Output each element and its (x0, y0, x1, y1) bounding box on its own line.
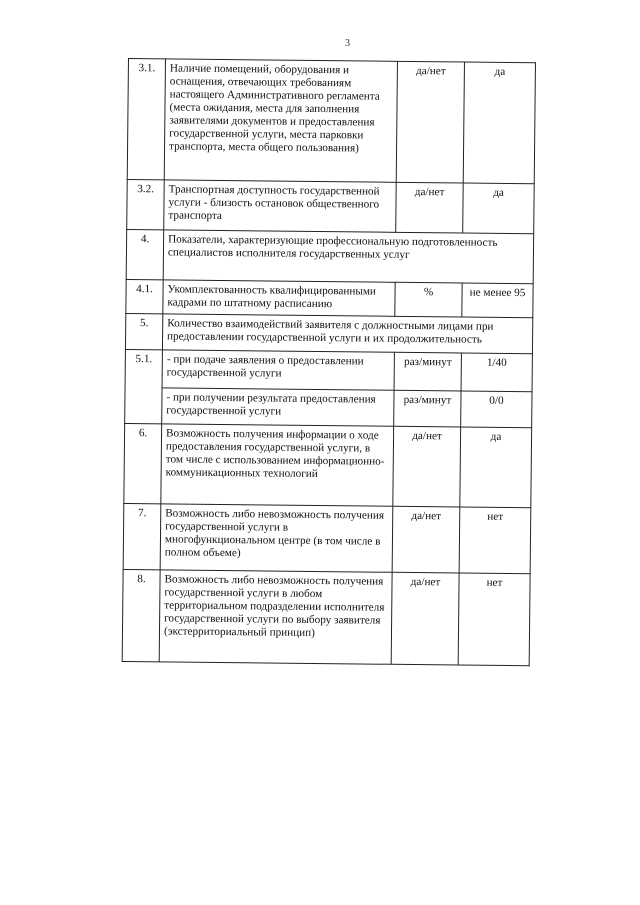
value-cell: да (463, 62, 535, 184)
indicators-table (122, 58, 536, 666)
row-number: 7. (123, 503, 161, 569)
table-row (126, 229, 534, 283)
unit-cell: да/нет (396, 61, 464, 183)
value-cell: не менее 95 (462, 283, 533, 318)
unit-cell: да/нет (391, 572, 459, 665)
value-cell: 1/40 (461, 353, 532, 392)
row-number: 3.2. (127, 179, 165, 229)
table-row (127, 179, 535, 233)
indicator-text: Транспортная доступность государственной услуги - близость остановок общественного транспорта (164, 180, 397, 232)
row-number: 5. (125, 313, 162, 349)
indicator-text: - при получении результата предоставления государственной услуги (162, 388, 394, 426)
value-cell: нет (458, 573, 530, 666)
table-row (123, 503, 531, 573)
table-row (122, 569, 530, 665)
unit-cell: % (395, 282, 462, 317)
page-number: 3 (345, 38, 350, 49)
value-cell: нет (459, 507, 531, 574)
unit-cell: да/нет (393, 426, 461, 507)
table-row (124, 423, 532, 507)
section-heading: Количество взаимодействий заявителя с должностными лицами при предоставлении государственной услуги и их продолжительность (162, 314, 532, 354)
row-number: 4.1. (126, 279, 163, 313)
unit-cell: раз/минут (394, 390, 461, 427)
table-row (127, 59, 535, 184)
indicator-text: Возможность получения информации о ходе предоставления государственной услуги, в том числе с использованием информационно-коммуникационных технологий (161, 424, 394, 506)
row-number: 5.1. (125, 349, 163, 423)
table-row (125, 313, 532, 353)
unit-cell: да/нет (396, 182, 464, 233)
indicator-text: Укомплектованность квалифицированными кадрами по штатному расписанию (163, 280, 395, 316)
row-number: 8. (122, 569, 160, 661)
unit-cell: да/нет (392, 506, 460, 573)
row-number: 3.1. (127, 59, 165, 180)
indicator-text: Наличие помещений, оборудования и оснащения, отвечающих требованиям настоящего Административного регламента (места ожидания, места для заполнения заявителями документов и предоставления государственной услуги, места парковки транспорта, места общего пользования) (164, 59, 397, 182)
value-cell: 0/0 (461, 391, 532, 428)
row-number: 4. (126, 229, 164, 279)
value-cell: да (460, 427, 532, 508)
table-row (125, 387, 532, 427)
unit-cell: раз/минут (394, 352, 461, 391)
section-heading: Показатели, характеризующие профессиональную подготовленность специалистов исполнителя государственных услуг (163, 230, 534, 284)
value-cell: да (463, 183, 535, 234)
table-row (126, 279, 533, 317)
indicator-text: Возможность либо невозможность получения государственной услуги в многофункциональном центре (в том числе в полном объеме) (160, 504, 393, 572)
row-number: 6. (124, 423, 162, 503)
indicator-text: - при подаче заявления о предоставлении государственной услуги (162, 350, 394, 390)
indicator-text: Возможность либо невозможность получения государственной услуги в любом территориальном подразделении исполнителя государственной услуги по выбору заявителя (экстерриториальный принцип) (159, 570, 392, 664)
table-row (125, 349, 532, 391)
